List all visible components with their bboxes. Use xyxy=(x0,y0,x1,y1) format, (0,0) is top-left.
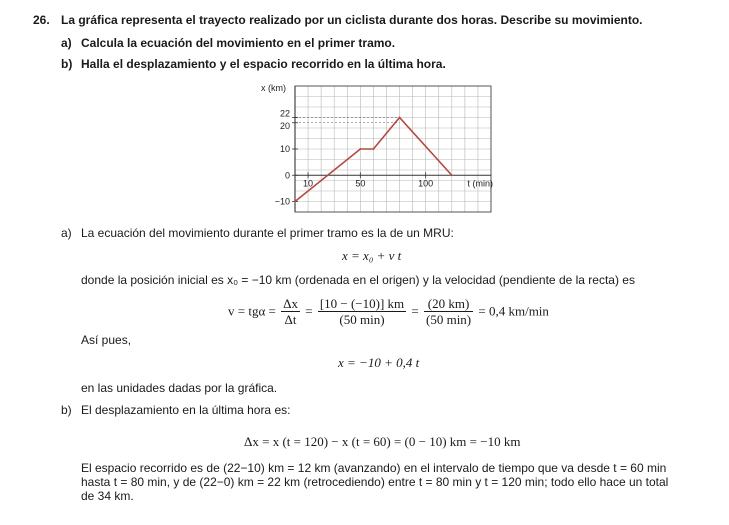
fraction-delta xyxy=(281,296,300,327)
asi-pues: Así pues, xyxy=(81,333,132,347)
y-tick-label: 0 xyxy=(284,170,290,181)
fraction-simplified-num: (20 km) xyxy=(424,296,473,312)
solution-a-intro: La ecuación del movimiento durante el primer tramo es la de un MRU: xyxy=(81,226,454,240)
equation-motion: x = −10 + 0,4 t xyxy=(338,355,420,370)
equation-velocity xyxy=(228,296,549,327)
x-tick-label: 10 xyxy=(303,178,314,189)
fraction-values-num: [10 − (−10)] km xyxy=(319,296,405,311)
velocity-lhs: v = tgα = xyxy=(228,303,276,319)
problem-statement: La gráfica representa el trayecto realizado por un ciclista durante dos horas. Describe su movimiento. xyxy=(61,13,643,27)
data-point xyxy=(451,174,453,176)
equation-mru: x = x₀ + v t xyxy=(342,248,402,263)
equation-displacement: Δx = x (t = 120) − x (t = 60) = (0 − 10) km = −10 km xyxy=(244,434,521,449)
y-tick-label: 20 xyxy=(279,120,290,131)
data-point xyxy=(373,148,375,150)
x-tick-label: 100 xyxy=(418,178,434,189)
fraction-simplified-den: (50 min) xyxy=(426,312,472,327)
part-b-label: b) xyxy=(61,57,73,71)
chart-ticks xyxy=(275,109,433,207)
y-tick-label: 22 xyxy=(279,108,290,119)
solution-b-text-line2: hasta t = 80 min, y de (22−0) km = 22 km (retrocediendo) entre t = 80 min y t = 120 min; todo ello hace un total xyxy=(81,475,669,489)
solution-a-label: a) xyxy=(61,226,72,240)
fraction-delta-num: Δx xyxy=(283,296,298,311)
fraction-values-den: (50 min) xyxy=(339,312,385,327)
y-tick-label: 10 xyxy=(279,144,290,154)
part-b-question: Halla el desplazamiento y el espacio recorrido en la última hora. xyxy=(81,57,446,71)
data-point xyxy=(399,117,401,119)
part-a-label: a) xyxy=(61,36,72,50)
fraction-simplified xyxy=(424,296,473,327)
solution-b-text-line1: El espacio recorrido es de (22−10) km = 12 km (avanzando) en el intervalo de tiempo que va desde t = 60 min xyxy=(81,461,667,475)
data-point xyxy=(359,148,361,150)
equals-sign: = xyxy=(305,303,313,319)
position-time-chart xyxy=(255,80,500,217)
y-tick-label: −10 xyxy=(274,196,290,207)
equals-sign: = xyxy=(411,303,419,319)
solution-b-intro: El desplazamiento en la última hora es: xyxy=(81,403,291,417)
fraction-values xyxy=(318,296,406,327)
velocity-result: = 0,4 km/min xyxy=(478,303,549,319)
part-a-question: Calcula la ecuación del movimiento en el primer tramo. xyxy=(81,36,396,50)
chart-grid xyxy=(295,86,491,212)
x-axis-label: t (min) xyxy=(467,178,493,189)
solution-b-label: b) xyxy=(61,403,72,417)
x-tick-label: 50 xyxy=(355,178,366,189)
units-note: en las unidades dadas por la gráfica. xyxy=(81,381,278,395)
fraction-delta-den: Δt xyxy=(284,312,297,327)
solution-b-text-line3: de 34 km. xyxy=(81,489,134,503)
solution-a-text: donde la posición inicial es x₀ = −10 km (ordenada en el origen) y la velocidad (pendiente de la recta) es xyxy=(81,273,635,287)
y-axis-label: x (km) xyxy=(261,83,286,93)
data-point xyxy=(294,201,296,203)
problem-number: 26. xyxy=(33,13,50,27)
